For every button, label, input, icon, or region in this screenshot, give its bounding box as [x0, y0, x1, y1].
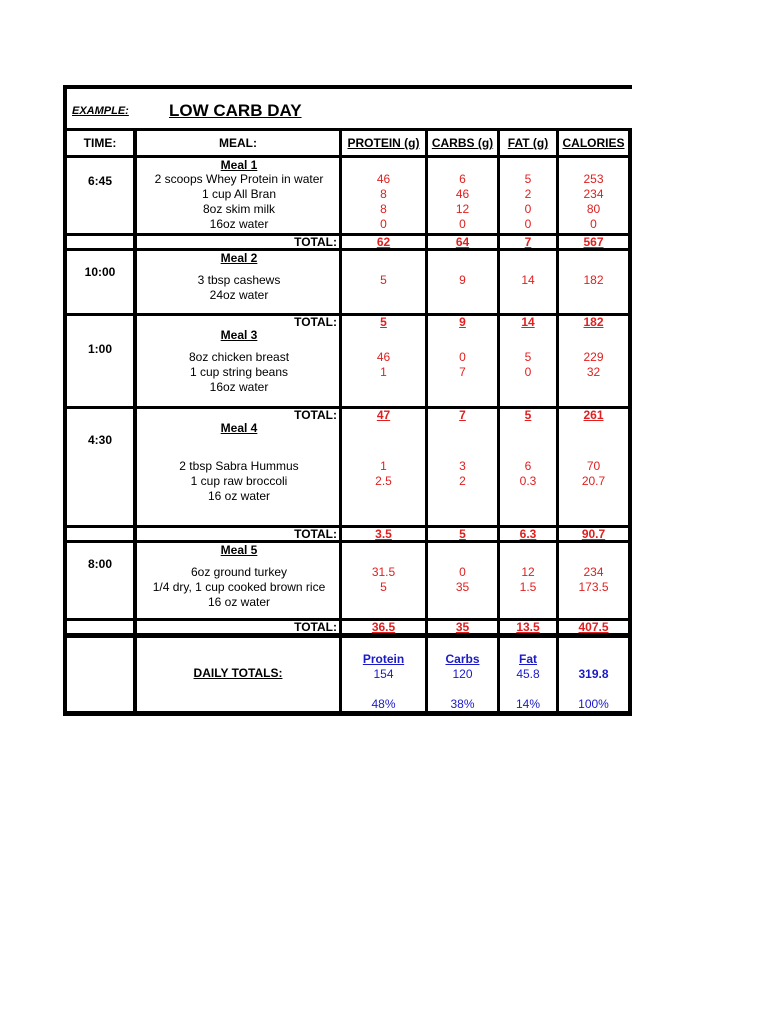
meal-carbs-cell [428, 328, 497, 406]
total-carbs-cell [428, 409, 497, 421]
daily-label-cell [137, 638, 339, 711]
total-fat-cell [500, 236, 556, 248]
daily-protein-value: 154 [373, 667, 394, 681]
daily-time-cell [67, 638, 133, 711]
total-label-cell [137, 528, 339, 540]
meal-calories-cell [559, 158, 628, 233]
total-carbs-value: 35 [455, 621, 470, 633]
meal-fat-value: 0 [524, 365, 532, 379]
total-fat-cell [500, 621, 556, 633]
daily-calories-cell [559, 638, 628, 711]
meal-item: 24oz water [209, 288, 269, 302]
meal-protein-value: 46 [376, 172, 391, 186]
meal-protein-value: 46 [376, 350, 391, 364]
meal-carbs-value: 3 [459, 459, 466, 473]
total-protein-cell [342, 236, 425, 248]
header-protein: PROTEIN (g) [347, 136, 420, 150]
meal-protein-cell [342, 543, 425, 618]
meal-carbs-value: 0 [459, 565, 466, 579]
meal-protein-value: 8 [380, 187, 387, 201]
daily-protein-label: Protein [362, 652, 405, 666]
daily-fat-label: Fat [519, 652, 537, 666]
total-protein-cell [342, 621, 425, 633]
total-time-cell [67, 621, 133, 633]
total-fat-cell [500, 316, 556, 328]
meal-calories-cell [559, 251, 628, 313]
meal-time: 4:30 [87, 433, 113, 447]
meal-protein-value: 1 [380, 365, 387, 379]
total-protein-value: 47 [376, 409, 391, 421]
daily-carbs-label: Carbs [445, 652, 480, 666]
meal-title: Meal 1 [220, 158, 258, 172]
total-carbs-value: 5 [459, 528, 466, 540]
total-carbs-cell [428, 528, 497, 540]
meal-item: 1 cup All Bran [201, 187, 277, 201]
total-calories-cell [559, 621, 628, 633]
total-label: TOTAL: [294, 621, 337, 633]
meal-fat-cell [500, 251, 556, 313]
meal-item: 2 tbsp Sabra Hummus [179, 459, 299, 473]
total-label-cell [137, 316, 339, 328]
total-label: TOTAL: [294, 409, 337, 421]
meal-protein-cell [342, 251, 425, 313]
total-calories-cell [559, 528, 628, 540]
total-calories-value: 407.5 [578, 621, 609, 633]
meal-carbs-cell [428, 251, 497, 313]
daily-calories-value: 319.8 [578, 667, 609, 681]
total-calories-value: 261 [583, 409, 604, 421]
total-fat-value: 7 [524, 236, 532, 248]
total-carbs-cell [428, 621, 497, 633]
meal-calories-value: 229 [583, 350, 604, 364]
meal-title: Meal 3 [220, 328, 258, 342]
total-fat-cell [500, 528, 556, 540]
header-carbs: CARBS (g) [431, 136, 494, 150]
meal-fat-value: 5 [524, 172, 532, 186]
meal-protein-cell [342, 421, 425, 525]
total-fat-value: 14 [521, 316, 535, 328]
meal-carbs-value: 2 [459, 474, 466, 488]
meal-time-cell [67, 421, 133, 525]
total-protein-value: 36.5 [371, 621, 396, 633]
daily-carbs-cell [428, 638, 497, 711]
total-time-cell [67, 409, 133, 421]
meal-fat-cell [500, 543, 556, 618]
total-protein-cell [342, 528, 425, 540]
total-calories-value: 182 [583, 316, 604, 328]
meal-protein-cell [342, 328, 425, 406]
meal-protein-value: 5 [380, 273, 387, 287]
meal-items-cell [137, 328, 339, 406]
meal-calories-value: 80 [586, 202, 601, 216]
meal-protein-cell [342, 158, 425, 233]
meal-items-cell [137, 421, 339, 525]
total-carbs-value: 7 [459, 409, 466, 421]
daily-totals-label: DAILY TOTALS: [193, 666, 283, 680]
meal-time: 10:00 [84, 265, 116, 279]
total-fat-value: 5 [524, 409, 532, 421]
meal-carbs-value: 9 [459, 273, 466, 287]
header-fat-cell [500, 131, 556, 155]
meal-carbs-cell [428, 421, 497, 525]
total-carbs-value: 9 [459, 316, 466, 328]
meal-carbs-value: 7 [459, 365, 466, 379]
total-label: TOTAL: [294, 316, 337, 328]
meal-title: Meal 5 [220, 543, 258, 557]
meal-items-cell [137, 158, 339, 233]
meal-fat-value: 0.3 [519, 474, 537, 488]
meal-item: 16oz water [209, 217, 269, 231]
meal-fat-value: 0 [524, 217, 532, 231]
meal-time-cell [67, 328, 133, 406]
meal-protein-value: 5 [380, 580, 387, 594]
header-carbs-cell [428, 131, 497, 155]
meal-calories-value: 70 [586, 459, 601, 473]
meal-calories-value: 173.5 [578, 580, 609, 594]
meal-protein-value: 8 [380, 202, 387, 216]
daily-carbs-value: 120 [452, 667, 473, 681]
meal-calories-cell [559, 543, 628, 618]
total-time-cell [67, 316, 133, 328]
daily-carbs-pct: 38% [450, 697, 475, 711]
meal-item: 2 scoops Whey Protein in water [154, 172, 324, 186]
meal-calories-cell [559, 421, 628, 525]
total-label-cell [137, 621, 339, 633]
total-fat-cell [500, 409, 556, 421]
meal-time-cell [67, 158, 133, 233]
total-label: TOTAL: [294, 236, 337, 248]
meal-time: 1:00 [87, 342, 113, 356]
meal-protein-value: 31.5 [371, 565, 396, 579]
meal-carbs-cell [428, 158, 497, 233]
meal-item: 3 tbsp cashews [197, 273, 281, 287]
meal-carbs-value: 35 [455, 580, 470, 594]
header-calories-cell [559, 131, 628, 155]
title-row [67, 89, 632, 128]
total-time-cell [67, 236, 133, 248]
daily-protein-pct: 48% [371, 697, 396, 711]
meal-calories-value: 20.7 [581, 474, 606, 488]
meal-calories-cell [559, 328, 628, 406]
header-meal: MEAL: [219, 136, 257, 150]
total-carbs-cell [428, 236, 497, 248]
daily-protein-cell [342, 638, 425, 711]
meal-calories-value: 253 [583, 172, 604, 186]
total-fat-value: 13.5 [516, 621, 540, 633]
total-carbs-cell [428, 316, 497, 328]
total-label-cell [137, 236, 339, 248]
example-label: EXAMPLE: [72, 105, 129, 117]
meal-item: 16oz water [209, 380, 269, 394]
total-protein-cell [342, 409, 425, 421]
meal-carbs-value: 0 [459, 350, 466, 364]
meal-carbs-value: 12 [455, 202, 470, 216]
total-calories-cell [559, 316, 628, 328]
meal-protein-value: 2.5 [375, 474, 392, 488]
meal-fat-value: 6 [524, 459, 532, 473]
total-protein-value: 3.5 [375, 528, 392, 540]
meal-carbs-value: 46 [455, 187, 470, 201]
total-carbs-value: 64 [455, 236, 470, 248]
meal-calories-value: 182 [583, 273, 604, 287]
meal-item: 1 cup string beans [189, 365, 289, 379]
meal-fat-value: 0 [524, 202, 532, 216]
total-protein-value: 5 [380, 316, 387, 328]
meal-title: Meal 2 [220, 251, 258, 265]
meal-items-cell [137, 543, 339, 618]
total-calories-cell [559, 409, 628, 421]
header-protein-cell [342, 131, 425, 155]
page-title: LOW CARB DAY [169, 101, 302, 120]
daily-calories-pct: 100% [578, 697, 609, 711]
meal-fat-cell [500, 158, 556, 233]
meal-carbs-value: 0 [459, 217, 466, 231]
meal-calories-value: 32 [586, 365, 601, 379]
meal-fat-value: 12 [521, 565, 535, 579]
meal-item: 16 oz water [207, 595, 271, 609]
meal-fat-value: 2 [524, 187, 532, 201]
header-fat: FAT (g) [507, 136, 549, 150]
meal-item: 6oz ground turkey [190, 565, 288, 579]
total-calories-cell [559, 236, 628, 248]
meal-time: 8:00 [87, 557, 113, 571]
total-protein-cell [342, 316, 425, 328]
meal-carbs-cell [428, 543, 497, 618]
total-fat-value: 6.3 [519, 528, 537, 540]
meal-item: 1/4 dry, 1 cup cooked brown rice [152, 580, 326, 594]
total-calories-value: 90.7 [581, 528, 606, 540]
total-calories-value: 567 [583, 236, 604, 248]
meal-calories-value: 0 [590, 217, 597, 231]
meal-carbs-value: 6 [459, 172, 466, 186]
meal-time-cell [67, 543, 133, 618]
daily-fat-value: 45.8 [516, 667, 540, 681]
total-time-cell [67, 528, 133, 540]
meal-fat-value: 14 [521, 273, 535, 287]
header-time-cell [67, 131, 133, 155]
header-time: TIME: [83, 136, 117, 150]
meal-fat-value: 1.5 [519, 580, 537, 594]
meal-item: 1 cup raw broccoli [190, 474, 288, 488]
header-meal-cell [137, 131, 339, 155]
meal-fat-cell [500, 421, 556, 525]
total-protein-value: 62 [376, 236, 391, 248]
meal-calories-value: 234 [583, 187, 604, 201]
total-label-cell [137, 409, 339, 421]
meal-item: 8oz chicken breast [188, 350, 290, 364]
daily-fat-pct: 14% [515, 697, 541, 711]
meal-items-cell [137, 251, 339, 313]
total-label: TOTAL: [294, 528, 337, 540]
meal-item: 16 oz water [207, 489, 271, 503]
meal-plan-sheet [63, 85, 632, 716]
meal-title: Meal 4 [220, 421, 258, 435]
daily-fat-cell [500, 638, 556, 711]
header-calories: CALORIES [562, 136, 625, 150]
meal-calories-value: 234 [583, 565, 604, 579]
meal-fat-cell [500, 328, 556, 406]
meal-time-cell [67, 251, 133, 313]
meal-item: 8oz skim milk [202, 202, 275, 216]
meal-fat-value: 5 [524, 350, 532, 364]
meal-protein-value: 0 [380, 217, 387, 231]
meal-protein-value: 1 [380, 459, 387, 473]
meal-time: 6:45 [87, 174, 113, 188]
